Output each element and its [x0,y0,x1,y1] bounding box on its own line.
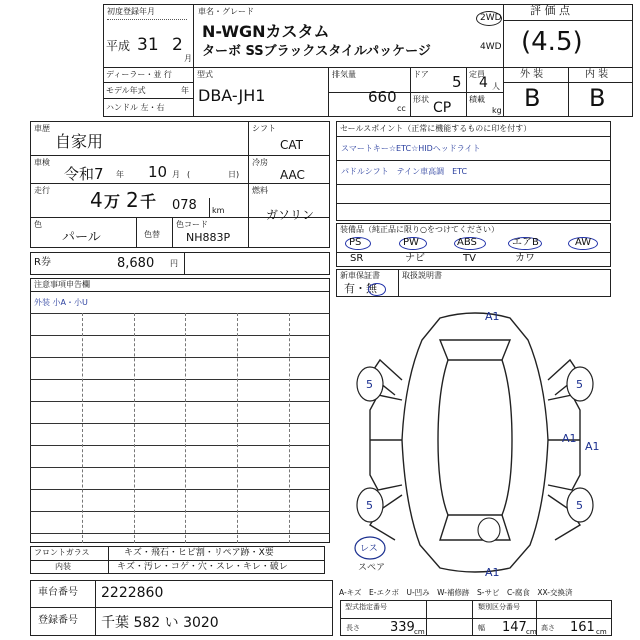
chassis-value: 2222860 [101,585,164,601]
equip-pw: PW [403,237,419,248]
drive-2wd: 2WD [480,13,502,23]
equip-ps: PS [349,237,362,248]
ac-value: AAC [280,168,305,182]
drive-4wd: 4WD [480,42,502,52]
recycle-value: 8,680 [117,256,155,271]
capacity-value: 4 [479,75,488,91]
damage-tire-fl: 5 [366,378,373,391]
left-side-panel [370,395,402,490]
equip-aw: AW [575,237,592,248]
notes-rule [30,313,330,314]
equip-label: 装備品（純正品に限り○をつけてください） [340,225,499,234]
equip-navi: ナビ [405,253,425,264]
load-label: 積載 [469,95,485,104]
sales-line2: パドルシフト テイン車高調 ETC [341,167,468,176]
damage-rear-a1: A1 [485,566,500,579]
notes-box [30,278,330,543]
notes-rule [30,401,330,402]
car-name: N-WGNカスタム [202,22,330,41]
doors-label: ドア [413,70,429,79]
usage-label: 車歴 [34,124,50,133]
chassis-label: 車台番号 [38,587,78,598]
ext-label: 外 装 [520,69,544,80]
damage-tire-rl: 5 [366,499,373,512]
int-label: 内 装 [585,69,609,80]
spare-label: スペア [358,563,386,573]
inspection-label: 車検 [34,158,50,167]
height-label: 高さ [541,624,555,632]
car-label: 車名・グレード [198,7,254,16]
recycle-label: R券 [34,257,51,268]
car-body-outline [402,313,548,572]
model-value: DBA-JH1 [198,86,266,105]
mileage-sen: 2 [126,188,139,212]
fuel-label: 燃料 [252,186,268,195]
notes-rule [30,335,330,336]
sales-line1: スマートキー☆ETC☆HIDヘッドライト [341,144,481,153]
equip-tv: TV [463,253,476,264]
notes-label: 注意事項申告欄 [34,280,90,289]
manual-label: 取扱説明書 [402,271,442,280]
damage-front-a1: A1 [485,310,500,323]
length-value: 339 [390,620,415,635]
shape-value: CP [433,100,452,116]
car-damage-diagram [340,300,610,585]
dims-hdr1: 型式指定番号 [345,603,387,611]
notes-text: 外装 小A・小U [34,298,88,307]
inspection-month: 10 [148,163,168,181]
car-roof-outline [438,360,512,515]
color-label: 色 [34,220,42,229]
equip-leather: カワ [515,253,535,264]
notes-rule [30,423,330,424]
reg-era: 平成 [106,39,131,53]
front-glass [440,340,510,360]
notes-rule [30,489,330,490]
capacity-label: 定員 [469,70,485,79]
notes-rule [30,445,330,446]
shift-value: CAT [280,138,303,152]
plate-label: 登録番号 [38,615,78,626]
ac-label: 冷房 [252,158,268,167]
damage-right-a1: A1 [562,432,577,445]
mileage-rest: 078 [172,198,197,213]
color-code: NH883P [186,231,231,244]
notes-column-divider [185,313,186,543]
displacement-value: 660 [368,88,397,106]
plate-value: 千葉 582 い 3020 [101,615,219,631]
color-value: パール [62,230,101,245]
length-label: 長さ [346,624,360,632]
height-value: 161 [570,620,595,635]
equip-sr: SR [350,253,364,264]
interior-text: キズ・汚レ・コゲ・穴・スレ・キレ・破レ [117,562,288,572]
score-label: 評 価 点 [530,4,570,17]
shape-label: 形状 [413,95,429,104]
notes-rule [30,379,330,380]
spare-mark: レス [360,544,378,554]
warranty-label: 新車保証書 [340,271,380,280]
width-value: 147 [502,620,527,635]
mileage-man: 4 [90,188,103,212]
windshield-text: キズ・飛石・ヒビ割・リペア跡・X要 [124,548,274,558]
doors-value: 5 [452,73,462,91]
damage-legend: A-キズ E-エクボ U-凹み W-補修跡 S-サビ C-腐食 XX-交換済 [339,588,573,597]
equip-airbag: エアB [512,237,539,248]
mileage-label: 走行 [34,186,50,195]
fuel-value: ガソリン [266,208,315,222]
damage-tire-fr: 5 [576,378,583,391]
notes-column-divider [237,313,238,543]
car-grade: ターボ SSブラックスタイルパッケージ [202,44,431,59]
notes-column-divider [289,313,290,543]
dims-hdr2: 類別区分番号 [478,603,520,611]
inspection-year: 令和7 [64,165,104,183]
sales-label: セールスポイント（正常に機能するものに印を付す） [340,124,532,133]
reg-label: 初度登録年月 [107,7,155,16]
model-label: 型式 [197,70,213,79]
warranty-value: 有・無 [344,282,377,295]
center-tire [478,518,500,542]
notes-rule [30,357,330,358]
score-value: (4.5) [521,27,583,57]
dealer-label: ディーラー・並 行 [106,70,172,79]
shift-label: シフト [252,124,276,133]
displacement-label: 排気量 [332,70,356,79]
notes-column-divider [82,313,83,543]
interior-label: 内装 [55,562,71,571]
color-code-label: 色コード [176,220,208,229]
notes-rule [30,533,330,534]
int-score: B [589,84,606,112]
handle-label: ハンドル 左・右 [106,103,165,112]
width-label: 幅 [478,624,485,632]
reg-month: 2 [172,35,183,55]
recycle-box [30,252,330,275]
equip-abs: ABS [457,237,477,248]
notes-rule [30,467,330,468]
usage-value: 自家用 [55,132,104,151]
reg-year: 31 [137,35,159,55]
notes-rule [30,511,330,512]
damage-tire-rr: 5 [576,499,583,512]
notes-column-divider [134,313,135,543]
ext-score: B [524,84,541,112]
windshield-label: フロントガラス [34,548,90,557]
color-change: 色替 [144,230,160,239]
model-year-label: モデル年式 [106,86,146,95]
damage-right-a1b: A1 [585,440,600,453]
